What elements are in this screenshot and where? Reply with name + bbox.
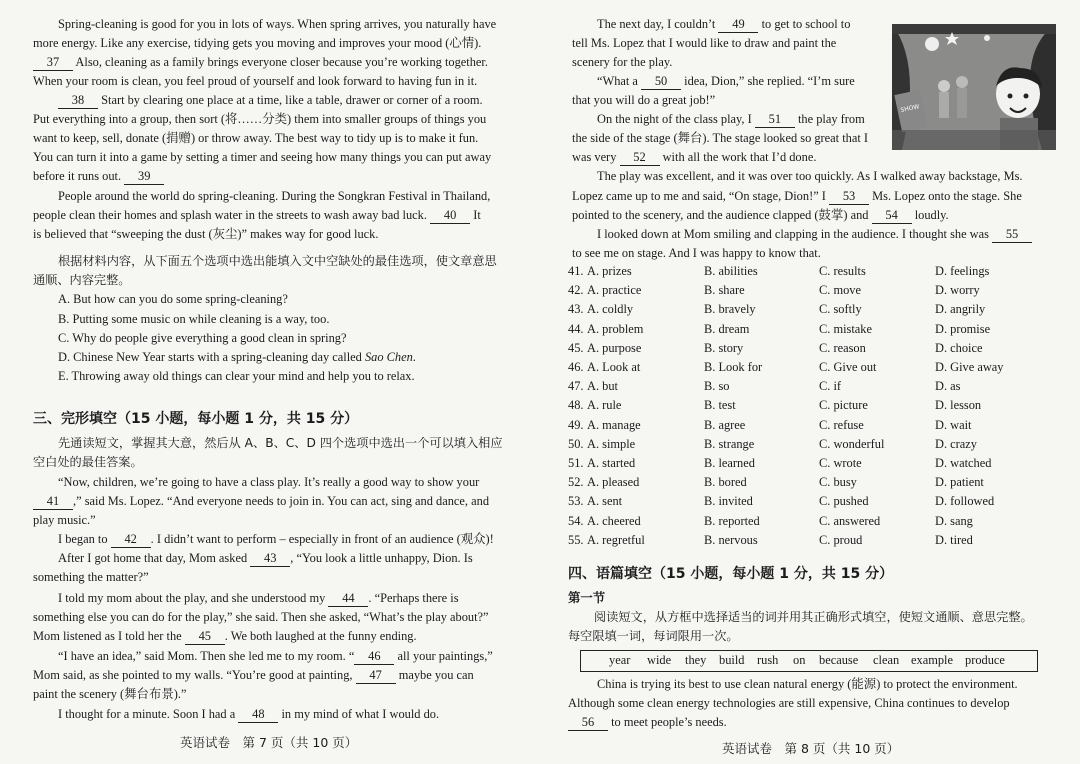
option-b: B. so: [704, 379, 730, 394]
question-number: 52.: [568, 475, 584, 490]
blank-43: 43: [250, 551, 290, 567]
story-line: “Now, children, we’re going to have a class play. It’s really a good way to show your: [58, 475, 480, 489]
option-b: B. learned: [704, 456, 755, 470]
option-a: A. prizes: [587, 264, 632, 278]
passage-line: Spring-cleaning is good for you in lots of ways. When spring arrives, you naturally have: [58, 17, 497, 31]
story-line: I looked down at Mom smiling and clapping in the audience. I thought she was 55: [597, 227, 1032, 243]
story-line: to see me on stage. And I was happy to know that.: [572, 246, 821, 260]
option-c: C. mistake: [819, 321, 872, 336]
option-c: C. results: [819, 264, 866, 278]
blank-54: 54: [872, 208, 912, 224]
question-number: 47.: [568, 379, 584, 394]
passage-line: is believed that “sweeping the dust (灰尘)” makes way for good luck.: [33, 227, 379, 241]
blank-37: 37: [33, 55, 73, 71]
option-b: B. invited: [704, 494, 753, 509]
option-c: C. proud: [819, 532, 863, 547]
option-d: D. as: [935, 379, 961, 394]
option-a: A. sent: [587, 494, 623, 509]
blank-46: 46: [354, 649, 394, 665]
option-c: C. Give out: [819, 360, 877, 374]
option-b: B. story: [704, 340, 744, 355]
option-d: D. feelings: [935, 264, 990, 278]
blank-42: 42: [111, 532, 151, 548]
section3-heading: 三、完形填空（15 小题，每小题 1 分，共 15 分）: [33, 411, 359, 427]
word-box-item: build: [719, 653, 745, 667]
story-line: play music.”: [33, 513, 96, 527]
question-number: 49.: [568, 417, 584, 432]
option-a: A. practice: [587, 283, 642, 298]
page-footer: 英语试卷 第 8 页（共 10 页）: [722, 741, 900, 756]
option-b: B. nervous: [704, 532, 758, 547]
question-number: 54.: [568, 513, 584, 528]
story-line: scenery for the play.: [572, 55, 673, 69]
passage-line: You can turn it into a game by setting a timer and seeing how many things you can put away: [33, 150, 492, 164]
option-c: C. softly: [819, 302, 862, 317]
story-line: that you will do a great job!”: [572, 93, 716, 107]
option-d: D. crazy: [935, 436, 977, 451]
blank-45: 45: [185, 629, 225, 645]
option-c: C. answered: [819, 513, 881, 528]
option-a: A. manage: [587, 417, 641, 432]
section4-heading: 四、语篇填空（15 小题，每小题 1 分，共 15 分）: [568, 566, 894, 582]
option-b: B. bravely: [704, 302, 756, 317]
instruction-line: 通顺、内容完整。: [33, 273, 131, 287]
option-b: B. reported: [704, 513, 760, 528]
option-c: C. Why do people give everything a good clean in spring?: [58, 331, 347, 345]
story-line: On the night of the class play, I 51 the play from: [597, 112, 865, 126]
story-line: After I got home that day, Mom asked 43 , “You look a little unhappy, Dion. Is: [58, 551, 473, 565]
section4-subheading: 第一节: [568, 590, 606, 605]
passage-line: want to keep, sell, donate (捐赠) or throw away. The best way to tidy up is to make it fun.: [33, 131, 479, 145]
option-d: D. Give away: [935, 360, 1004, 374]
option-c: C. wonderful: [819, 436, 885, 451]
svg-text:SHOW: SHOW: [899, 103, 920, 115]
option-d: D. choice: [935, 340, 983, 355]
story-line: Mom said, as she pointed to my walls. “You’re good at painting, 47 maybe you can: [33, 668, 474, 682]
option-b: B. share: [704, 283, 745, 298]
option-b: B. strange: [704, 436, 755, 451]
blank-38: 38: [58, 93, 98, 109]
option-d: D. tired: [935, 532, 973, 547]
story-line: The play was excellent, and it was over too quickly. As I walked away backstage, Ms.: [597, 169, 1023, 183]
passage-line: China is trying its best to use clean natural energy (能源) to protect the environment.: [597, 677, 1018, 691]
option-c: C. refuse: [819, 417, 864, 432]
story-line: “What a 50 idea, Dion,” she replied. “I’m sure: [597, 74, 855, 88]
passage-line: 56 to meet people’s needs.: [568, 715, 727, 731]
question-number: 45.: [568, 340, 584, 355]
option-c: C. reason: [819, 340, 866, 355]
word-box-item: on: [793, 653, 806, 667]
option-b: B. test: [704, 398, 736, 413]
option-a: A. cheered: [587, 513, 641, 528]
story-line: I thought for a minute. Soon I had a 48 in my mind of what I would do.: [58, 707, 440, 721]
option-a: A. rule: [587, 398, 622, 413]
question-number: 51.: [568, 456, 584, 470]
word-box-item: they: [685, 653, 707, 667]
section4-instruction: 每空限填一词，每词限用一次。: [568, 629, 739, 643]
section4-instruction: 阅读短文，从方框中选择适当的词并用其正确形式填空，使短文通顺、意思完整。: [594, 610, 1033, 624]
story-line: the side of the stage (舞台). The stage looked so great that I: [572, 131, 869, 145]
story-line: The next day, I couldn’t 49 to get to school to: [597, 17, 851, 31]
section3-instruction: 空白处的最佳答案。: [33, 455, 143, 469]
story-line: something the matter?”: [33, 570, 149, 584]
option-b: B. agree: [704, 417, 746, 432]
word-box-item: example: [911, 653, 953, 667]
blank-39: 39: [124, 169, 164, 185]
option-b: B. bored: [704, 475, 747, 490]
story-line: was very 52 with all the work that I’d done.: [572, 150, 817, 164]
story-line: Lopez came up to me and said, “On stage, Dion!” I 53 Ms. Lopez onto the stage. She: [572, 189, 1022, 203]
question-number: 53.: [568, 494, 584, 509]
option-d: D. angrily: [935, 302, 986, 317]
passage-line: Although some clean energy technologies are still expensive, China continues to develop: [568, 696, 1010, 710]
story-line: 41 ,” said Ms. Lopez. “And everyone needs to join in. You can act, sing and dance, and: [33, 494, 489, 510]
passage-line: 37 Also, cleaning as a family brings everyone closer because you’re working together.: [33, 55, 488, 71]
option-d: D. wait: [935, 417, 972, 432]
option-d: D. promise: [935, 321, 991, 336]
question-number: 48.: [568, 398, 584, 413]
blank-44: 44: [328, 591, 368, 607]
option-b: B. dream: [704, 321, 750, 336]
story-line: something else you can do for the play,” she said. Then she asked, “What’s the play about?”: [33, 610, 489, 624]
word-box-item: because: [819, 653, 859, 667]
option-d: D. followed: [935, 494, 995, 509]
option-c: C. if: [819, 379, 842, 394]
passage-line: more energy. Like any exercise, tidying gets you moving and improves your mood (心情).: [33, 36, 482, 50]
question-number: 46.: [568, 360, 584, 374]
section3-instruction: 先通读短文，掌握其大意，然后从 A、B、C、D 四个选项中选出一个可以填入相应: [58, 436, 503, 450]
option-a: A. regretful: [587, 532, 645, 547]
option-c: C. pushed: [819, 494, 869, 509]
blank-49: 49: [718, 17, 758, 33]
option-c: C. busy: [819, 475, 857, 490]
word-box-item: wide: [647, 653, 672, 667]
option-b: B. Putting some music on while cleaning is a way, too.: [58, 312, 330, 326]
blank-52: 52: [620, 150, 660, 166]
option-c: C. move: [819, 283, 861, 298]
passage-line: When your room is clean, you feel proud of yourself and look forward to having fun in it.: [33, 74, 478, 88]
story-line: paint the scenery (舞台布景).”: [33, 687, 187, 701]
story-line: pointed to the scenery, and the audience clapped (鼓掌) and 54 loudly.: [572, 208, 949, 222]
story-line: Mom listened as I told her the 45 . We both laughed at the funny ending.: [33, 629, 417, 643]
passage-line: 38 Start by clearing one place at a time, like a table, drawer or corner of a room.: [58, 93, 483, 109]
option-a: A. But how can you do some spring-cleaning?: [58, 292, 288, 306]
question-number: 41.: [568, 264, 584, 278]
blank-40: 40: [430, 208, 470, 224]
stage-illustration: [892, 24, 1056, 150]
story-line: I told my mom about the play, and she understood my 44 . “Perhaps there is: [58, 591, 459, 605]
story-line: “I have an idea,” said Mom. Then she led me to my room. “ 46 all your paintings,”: [58, 649, 493, 663]
option-e: E. Throwing away old things can clear your mind and help you to relax.: [58, 369, 415, 383]
question-number: 43.: [568, 302, 584, 317]
question-number: 44.: [568, 321, 584, 336]
passage-line: Put everything into a group, then sort (将……分类) them into smaller groups of things you: [33, 112, 487, 126]
blank-51: 51: [755, 112, 795, 128]
option-b: B. abilities: [704, 264, 758, 278]
option-d: D. patient: [935, 475, 984, 490]
option-a: A. but: [587, 379, 618, 394]
option-c: C. picture: [819, 398, 868, 413]
option-d: D. Chinese New Year starts with a spring-cleaning day called Sao Chen.: [58, 350, 416, 364]
blank-53: 53: [829, 189, 869, 205]
question-number: 50.: [568, 436, 584, 451]
option-a: A. Look at: [587, 360, 641, 374]
option-a: A. simple: [587, 436, 636, 451]
story-line: I began to 42 . I didn’t want to perform – especially in front of an audience (观众)!: [58, 532, 494, 546]
option-c: C. wrote: [819, 456, 862, 470]
option-a: A. problem: [587, 321, 644, 336]
story-line: tell Ms. Lopez that I would like to draw and paint the: [572, 36, 837, 50]
passage-line: People around the world do spring-cleaning. During the Songkran Festival in Thailand,: [58, 189, 491, 203]
option-a: A. coldly: [587, 302, 634, 317]
question-number: 42.: [568, 283, 584, 298]
passage-line: before it runs out. 39: [33, 169, 164, 185]
option-d: D. worry: [935, 283, 980, 298]
option-d: D. lesson: [935, 398, 982, 413]
option-d: D. watched: [935, 456, 992, 470]
question-number: 55.: [568, 532, 584, 547]
blank-56: 56: [568, 715, 608, 731]
word-box-item: year: [609, 653, 631, 667]
word-box: [580, 650, 1038, 672]
blank-48: 48: [238, 707, 278, 723]
option-a: A. purpose: [587, 340, 642, 355]
option-a: A. pleased: [587, 475, 640, 490]
page-footer: 英语试卷 第 7 页（共 10 页）: [180, 735, 358, 750]
blank-50: 50: [641, 74, 681, 90]
word-box-item: rush: [757, 653, 779, 667]
blank-47: 47: [356, 668, 396, 684]
option-b: B. Look for: [704, 360, 763, 374]
word-box-item: produce: [965, 653, 1005, 667]
blank-41: 41: [33, 494, 73, 510]
option-d: D. sang: [935, 513, 973, 528]
instruction-line: 根据材料内容，从下面五个选项中选出能填入文中空缺处的最佳选项，使文章意思: [58, 254, 497, 268]
option-a: A. started: [587, 456, 636, 470]
blank-55: 55: [992, 227, 1032, 243]
passage-line: people clean their homes and splash water in the streets to wash away bad luck. 40 It: [33, 208, 481, 222]
word-box-item: clean: [873, 653, 900, 667]
